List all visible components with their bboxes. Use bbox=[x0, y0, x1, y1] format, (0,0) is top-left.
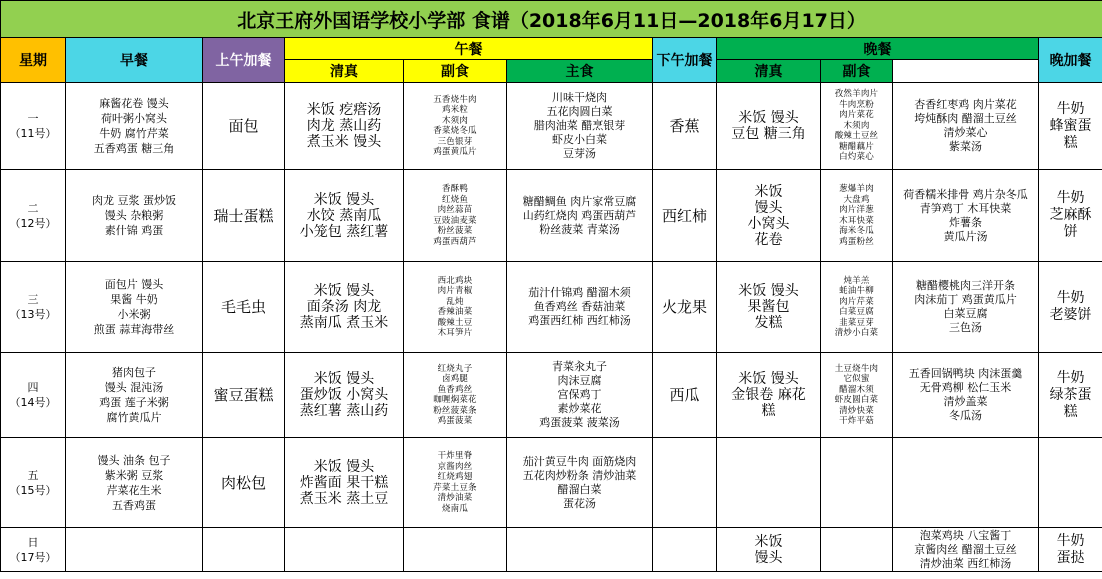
afternoon-snack-cell: 西瓜 bbox=[653, 353, 717, 438]
dinner-staple-cell: 米饭 馒头 小窝头 花卷 bbox=[717, 170, 821, 262]
breakfast-cell bbox=[66, 528, 203, 572]
lunch-halal-cell: 五香烧牛肉 鸡米粒 木须肉 香菜烧冬瓜 三色银芽 鸡蛋黄瓜片 bbox=[404, 83, 507, 170]
day-cell: 日 （17号） bbox=[1, 528, 66, 572]
afternoon-snack-cell bbox=[653, 528, 717, 572]
dinner-side-cell: 五香回锅鸭块 肉沫蛋羹 无骨鸡柳 松仁玉米 清炒盖菜 冬瓜汤 bbox=[893, 353, 1039, 438]
morning-snack-cell: 瑞士蛋糕 bbox=[203, 170, 285, 262]
header-lunch-side: 副食 bbox=[404, 60, 507, 83]
header-dinner-staple: 主食 bbox=[507, 60, 653, 83]
lunch-halal-cell: 干炸里脊 京酱肉丝 红烧鸡翅 芹菜土豆条 清炒油菜 烧南瓜 bbox=[404, 438, 507, 528]
dinner-halal-cell: 葱爆羊肉 大盘鸡 肉片洋葱 木耳快菜 海米冬瓜 鸡蛋粉丝 bbox=[821, 170, 893, 262]
dinner-halal-cell: 土豆烧牛肉 它似蜜 醋溜木须 虾皮圆白菜 清炒快菜 干炸平菇 bbox=[821, 353, 893, 438]
breakfast-cell: 馒头 油条 包子 紫米粥 豆浆 芹菜花生米 五香鸡蛋 bbox=[66, 438, 203, 528]
dinner-halal-cell: 炖羊羔 蚝油牛柳 肉片芹菜 白菜豆腐 韭菜豆芽 清炒小白菜 bbox=[821, 262, 893, 353]
header-lunch-halal: 清真 bbox=[285, 60, 404, 83]
lunch-side-cell: 川味干烧肉 五花肉圆白菜 腊肉油菜 醋烹银芽 虾皮小白菜 豆芽汤 bbox=[507, 83, 653, 170]
day-cell: 四 （14号） bbox=[1, 353, 66, 438]
header-afternoon-snack: 下午加餐 bbox=[653, 38, 717, 83]
header-breakfast: 早餐 bbox=[66, 38, 203, 83]
lunch-staple-cell: 米饭 馒头 蛋炒饭 小窝头 蒸红薯 蒸山药 bbox=[285, 353, 404, 438]
lunch-side-cell: 茄汁黄豆牛肉 面筋烧肉 五花肉炒粉条 清炒油菜 醋溜白菜 蛋花汤 bbox=[507, 438, 653, 528]
lunch-staple-cell: 米饭 馒头 水饺 蒸南瓜 小笼包 蒸红薯 bbox=[285, 170, 404, 262]
dinner-staple-cell: 米饭 馒头 果酱包 发糕 bbox=[717, 262, 821, 353]
breakfast-cell: 麻酱花卷 馒头 荷叶粥小窝头 牛奶 腐竹芹菜 五香鸡蛋 糖三角 bbox=[66, 83, 203, 170]
dinner-halal-cell bbox=[821, 438, 893, 528]
dinner-side-cell: 泡菜鸡块 八宝酱丁 京酱肉丝 醋溜土豆丝 清炒油菜 西红柿汤 bbox=[893, 528, 1039, 572]
lunch-side-cell: 青菜汆丸子 肉沫豆腐 宫保鸡丁 素炒菜花 鸡蛋菠菜 菠菜汤 bbox=[507, 353, 653, 438]
afternoon-snack-cell: 火龙果 bbox=[653, 262, 717, 353]
dinner-staple-cell bbox=[717, 438, 821, 528]
page-title: 北京王府外国语学校小学部 食谱（2018年6月11日—2018年6月17日） bbox=[1, 1, 1102, 38]
dinner-staple-cell: 米饭 馒头 金银卷 麻花 糕 bbox=[717, 353, 821, 438]
dinner-staple-cell: 米饭 馒头 豆包 糖三角 bbox=[717, 83, 821, 170]
afternoon-snack-cell bbox=[653, 438, 717, 528]
dinner-halal-cell bbox=[821, 528, 893, 572]
header-day: 星期 bbox=[1, 38, 66, 83]
table-row bbox=[1, 83, 1102, 170]
lunch-halal-cell bbox=[404, 528, 507, 572]
lunch-staple-cell bbox=[285, 528, 404, 572]
lunch-staple-cell: 米饭 馒头 炸酱面 果干糕 煮玉米 蒸土豆 bbox=[285, 438, 404, 528]
header-dinner-side: 副食 bbox=[821, 60, 893, 83]
lunch-halal-cell: 红烧丸子 卤鸡腿 鱼香鸡丝 咖喱焖菜花 粉丝菠菜条 鸡蛋菠菜 bbox=[404, 353, 507, 438]
lunch-staple-cell: 米饭 疙瘩汤 肉龙 蒸山药 煮玉米 馒头 bbox=[285, 83, 404, 170]
afternoon-snack-cell: 香蕉 bbox=[653, 83, 717, 170]
breakfast-cell: 猪肉包子 馒头 混沌汤 鸡蛋 莲子米粥 腐竹黄瓜片 bbox=[66, 353, 203, 438]
header-late-snack: 晚加餐 bbox=[1039, 38, 1102, 83]
dinner-halal-cell: 孜然羊肉片 牛肉烹粉 肉片菜花 木须肉 酸辣土豆丝 糖醋藕片 白灼菜心 bbox=[821, 83, 893, 170]
lunch-side-cell: 茄汁什锦鸡 醋溜木须 鱼香鸡丝 香菇油菜 鸡蛋西红柿 西红柿汤 bbox=[507, 262, 653, 353]
late-snack-cell bbox=[1039, 438, 1102, 528]
morning-snack-cell bbox=[203, 528, 285, 572]
lunch-halal-cell: 香酥鸭 红烧鱼 肉丝蒜苗 豆豉油麦菜 粉丝菠菜 鸡蛋西葫芦 bbox=[404, 170, 507, 262]
lunch-halal-cell: 西北鸡块 肉片青椒 乱炖 香辣油菜 酸辣土豆 木耳笋片 bbox=[404, 262, 507, 353]
table-row bbox=[1, 438, 1102, 528]
late-snack-cell: 牛奶 蜂蜜蛋 糕 bbox=[1039, 83, 1102, 170]
day-cell: 五 （15号） bbox=[1, 438, 66, 528]
late-snack-cell: 牛奶 老婆饼 bbox=[1039, 262, 1102, 353]
lunch-side-cell bbox=[507, 528, 653, 572]
table-row bbox=[1, 528, 1102, 572]
late-snack-cell: 牛奶 蛋挞 bbox=[1039, 528, 1102, 572]
table-row bbox=[1, 170, 1102, 262]
lunch-side-cell: 糖醋鲷鱼 肉片家常豆腐 山药红烧肉 鸡蛋西葫芦 粉丝菠菜 青菜汤 bbox=[507, 170, 653, 262]
lunch-staple-cell: 米饭 馒头 面条汤 肉龙 蒸南瓜 煮玉米 bbox=[285, 262, 404, 353]
breakfast-cell: 面包片 馒头 果酱 牛奶 小米粥 煎蛋 蒜茸海带丝 bbox=[66, 262, 203, 353]
morning-snack-cell: 面包 bbox=[203, 83, 285, 170]
dinner-side-cell: 杏香红枣鸡 肉片菜花 垮炖酥肉 醋溜土豆丝 清炒菜心 紫菜汤 bbox=[893, 83, 1039, 170]
morning-snack-cell: 肉松包 bbox=[203, 438, 285, 528]
header-dinner: 晚餐 bbox=[717, 38, 1039, 60]
late-snack-cell: 牛奶 芝麻酥 饼 bbox=[1039, 170, 1102, 262]
late-snack-cell: 牛奶 绿茶蛋 糕 bbox=[1039, 353, 1102, 438]
day-cell: 一 （11号） bbox=[1, 83, 66, 170]
afternoon-snack-cell: 西红柿 bbox=[653, 170, 717, 262]
header-lunch: 午餐 bbox=[285, 38, 653, 60]
dinner-staple-cell: 米饭 馒头 bbox=[717, 528, 821, 572]
header-dinner-halal: 清真 bbox=[717, 60, 821, 83]
breakfast-cell: 肉龙 豆浆 蛋炒饭 馒头 杂粮粥 素什锦 鸡蛋 bbox=[66, 170, 203, 262]
table-row bbox=[1, 262, 1102, 353]
morning-snack-cell: 蜜豆蛋糕 bbox=[203, 353, 285, 438]
dinner-side-cell bbox=[893, 438, 1039, 528]
table-row bbox=[1, 353, 1102, 438]
header-morning-snack: 上午加餐 bbox=[203, 38, 285, 83]
day-cell: 三 （13号） bbox=[1, 262, 66, 353]
dinner-side-cell: 糖醋樱桃肉三洋开条 肉沫茄丁 鸡蛋黄瓜片 白菜豆腐 三色汤 bbox=[893, 262, 1039, 353]
day-cell: 二 （12号） bbox=[1, 170, 66, 262]
morning-snack-cell: 毛毛虫 bbox=[203, 262, 285, 353]
dinner-side-cell: 荷香糯米排骨 鸡片杂冬瓜 青笋鸡丁 木耳快菜 炸薯条 黄瓜片汤 bbox=[893, 170, 1039, 262]
